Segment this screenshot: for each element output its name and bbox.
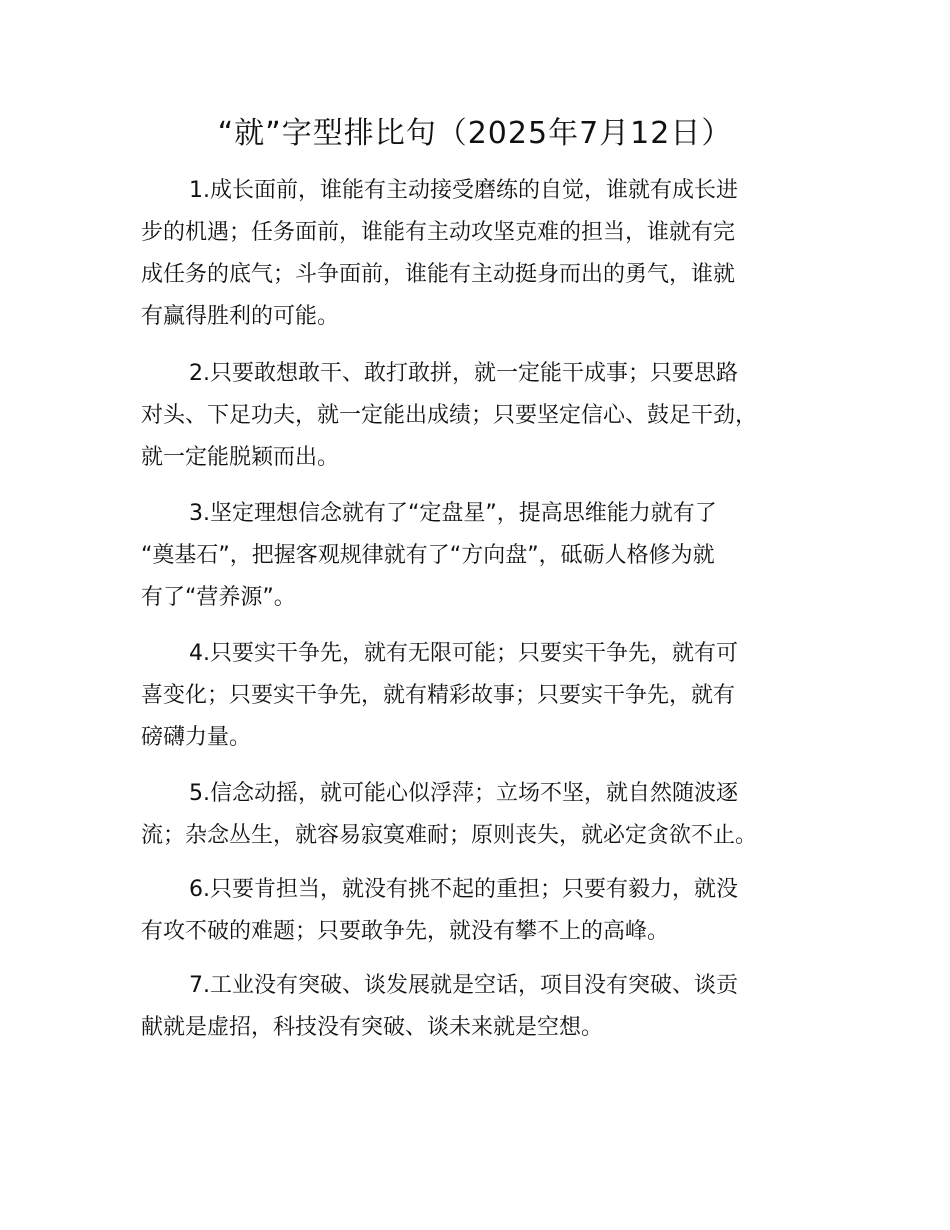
paragraph-line: 步的机遇；任务面前，谁能有主动攻坚克难的担当，谁就有完 [141,220,736,245]
paragraph-line: 3.坚定理想信念就有了“定盘星”，提高思维能力就有了 [189,501,717,526]
paragraph-5 [141,773,841,857]
paragraph-line: 有赢得胜利的可能。 [141,304,340,329]
paragraph-line: 2.只要敢想敢干、敢打敢拼，就一定能干成事；只要思路 [189,361,738,386]
paragraph-line: 4.只要实干争先，就有无限可能；只要实干争先，就有可 [189,641,738,666]
paragraph-line: 对头、下足功夫，就一定能出成绩；只要坚定信心、鼓足干劲， [141,403,758,428]
paragraph-line: 喜变化；只要实干争先，就有精彩故事；只要实干争先，就有 [141,683,736,708]
paragraph-line: 5.信念动摇，就可能心似浮萍；立场不坚，就自然随波逐 [189,781,738,806]
paragraph-line: 1.成长面前，谁能有主动接受磨练的自觉，谁就有成长进 [189,178,738,203]
paragraph-line: “奠基石”，把握客观规律就有了“方向盘”，砥砺人格修为就 [141,543,715,568]
paragraph-7 [141,965,841,1049]
paragraph-2 [141,353,841,479]
paragraph-1 [141,170,841,338]
paragraph-line: 磅礴力量。 [141,725,252,750]
document-title: “就”字型排比句（2025年7月12日） [217,116,733,151]
paragraph-line: 献就是虚招，科技没有突破、谈未来就是空想。 [141,1015,604,1040]
paragraph-line: 就一定能脱颖而出。 [141,445,340,470]
paragraph-line: 有了“营养源”。 [141,585,296,610]
paragraph-4 [141,633,841,759]
paragraph-6 [141,869,841,953]
paragraph-line: 成任务的底气；斗争面前，谁能有主动挺身而出的勇气，谁就 [141,262,736,287]
paragraph-line: 6.只要肯担当，就没有挑不起的重担；只要有毅力，就没 [189,877,738,902]
paragraph-3 [141,493,841,619]
paragraph-line: 7.工业没有突破、谈发展就是空话，项目没有突破、谈贡 [189,973,738,998]
paragraph-line: 流；杂念丛生，就容易寂寞难耐；原则丧失，就必定贪欲不止。 [141,823,758,848]
paragraph-line: 有攻不破的难题；只要敢争先，就没有攀不上的高峰。 [141,919,670,944]
